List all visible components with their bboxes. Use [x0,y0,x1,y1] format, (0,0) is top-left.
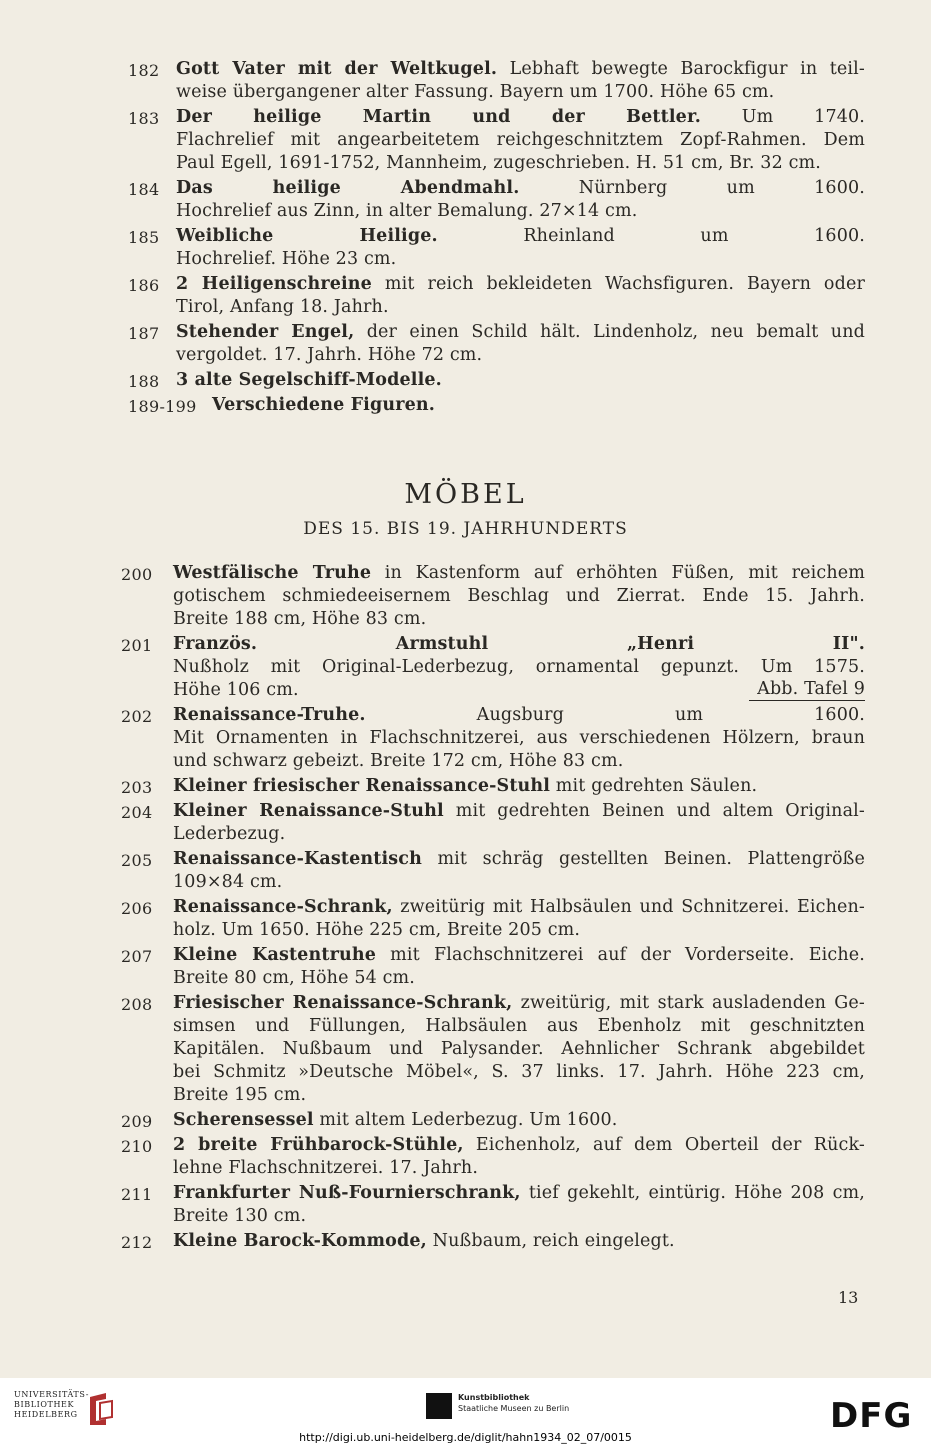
entry-description: Rheinland um 1600. [437,226,866,246]
entry-text-line [176,58,865,81]
entry-text-line [173,919,865,942]
entry-text-line [176,152,865,175]
entry-text-line [173,967,865,990]
entry-text-line [176,296,865,319]
entry-number: 208 [121,995,153,1014]
entry-text-line [176,177,865,200]
entry-number: 206 [121,899,153,918]
entry-title: Kleiner friesischer Renaissance-Stuhl [173,776,551,796]
entry-description: Mit Ornamenten in Flachschnitzerei, aus verschiedenen Hölzern, braun [173,728,865,748]
entry-text-line [173,1038,865,1061]
entry-title: Der heilige Martin und der Bettler. [176,107,701,127]
entry-text-line [173,848,865,871]
entry-text-line [173,896,865,919]
catalog-entry [0,775,931,798]
entry-description: mit reich bekleideten Wachsfiguren. Bayern oder [371,274,865,294]
entry-text-line [173,679,865,702]
entry-number: 211 [121,1185,153,1204]
entry-text-line [173,1205,865,1228]
entry-text-line [176,344,865,367]
university-line: UNIVERSITÄTS- [14,1390,90,1399]
catalog-entry [0,1230,931,1253]
entry-description: lehne Flachschnitzerei. 17. Jahrh. [173,1158,479,1178]
catalog-entry [0,800,931,846]
entry-description: Um 1740. [700,107,866,127]
section-heading [0,480,931,540]
catalog-entry [0,1109,931,1132]
catalog-entry [0,177,931,223]
page-number: 13 [838,1288,859,1307]
entry-text-line [176,81,865,104]
entry-title: Stehender Engel, [176,322,355,342]
entry-number: 201 [121,636,153,655]
entry-text-line [173,656,865,679]
catalog-entry [0,369,931,392]
entry-text-line [173,992,865,1015]
entry-text-line [173,800,865,823]
entry-text-line [176,129,865,152]
entry-description: mit gedrehten Säulen. [550,776,758,796]
entry-description: Flachrelief mit angearbeitetem reichgeschnitztem Zopf-Rahmen. Dem [176,130,865,150]
entry-title: Westfälische Truhe [173,563,372,583]
plate-reference: Abb. Tafel 9 [749,679,865,701]
entry-title: Frankfurter Nuß-Fournierschrank, [173,1183,521,1203]
catalog-entry [0,394,931,417]
entry-number: 184 [128,180,160,199]
entry-description: mit gedrehten Beinen und altem Original- [443,801,865,821]
entry-description: vergoldet. 17. Jahrh. Höhe 72 cm. [176,345,483,365]
entry-title: Renaissance-Kastentisch [173,849,422,869]
entry-text-line [173,944,865,967]
university-logo-icon [86,1391,114,1427]
entry-number: 187 [128,324,160,343]
entry-description: zweitürig, mit stark ausladenden Ge- [512,993,866,1013]
catalog-entry [0,1182,931,1228]
entry-title: Renaissance-Schrank, [173,897,393,917]
entry-text-line [173,1084,865,1107]
entry-description: mit schräg gestellten Beinen. Plattengröße [421,849,865,869]
entry-description: Nußholz mit Original-Lederbezug, ornamental gepunzt. Um 1575. [173,657,865,677]
entry-text-line [173,1230,865,1253]
entry-number: 202 [121,707,153,726]
entry-text-line [173,562,865,585]
entry-description: Lederbezug. [173,824,286,844]
catalog-entry [0,704,931,773]
entry-text-line [173,585,865,608]
entry-number: 186 [128,276,160,295]
catalog-entry [0,58,931,104]
entry-text-line [176,225,865,248]
catalog-entry [0,848,931,894]
entry-description: Breite 130 cm. [173,1206,307,1226]
catalog-entry [0,321,931,367]
entry-title: Verschiedene Figuren. [212,395,436,415]
university-library-label [14,1390,89,1420]
footer-bar [0,1378,931,1447]
entry-text-line [176,273,865,296]
entry-description: und schwarz gebeizt. Breite 172 cm, Höhe 83 cm. [173,751,624,771]
entry-description: Kapitälen. Nußbaum und Palysander. Aehnlicher Schrank abgebildet [173,1039,865,1059]
entry-number: 209 [121,1112,153,1131]
entry-description: Breite 80 cm, Höhe 54 cm. [173,968,416,988]
entry-text-line [173,633,865,656]
entry-description: Nürnberg um 1600. [519,178,865,198]
entry-text-line [173,1109,865,1132]
entry-description: Eichenholz, auf dem Oberteil der Rück- [463,1135,865,1155]
entry-text-line [173,1157,865,1180]
kunst-line: Staatliche Museen zu Berlin [458,1404,570,1413]
entry-description: Breite 195 cm. [173,1085,307,1105]
university-line: HEIDELBERG [14,1410,78,1419]
entry-description: mit altem Lederbezug. Um 1600. [313,1110,618,1130]
entry-description: Paul Egell, 1691-1752, Mannheim, zugeschrieben. H. 51 cm, Br. 32 cm. [176,153,821,173]
catalog-entry [0,562,931,631]
kunstbibliothek-logo-icon [426,1393,452,1419]
entry-description: 109×84 cm. [173,872,283,892]
catalog-entry [0,1134,931,1180]
entry-number: 189-199 [128,397,197,416]
catalog-entry [0,273,931,319]
catalog-entry [0,106,931,175]
entry-description: Höhe 106 cm. [173,680,299,700]
entry-description: Tirol, Anfang 18. Jahrh. [176,297,389,317]
entry-number: 188 [128,372,160,391]
catalog-entry [0,944,931,990]
entry-title: Weibliche Heilige. [176,226,438,246]
entry-number: 203 [121,778,153,797]
entry-description: Hochrelief aus Zinn, in alter Bemalung. 27×14 cm. [176,201,638,221]
catalog-entry [0,896,931,942]
entry-text-line [176,321,865,344]
entry-text-line [173,1015,865,1038]
kunstbibliothek-label [458,1392,569,1414]
catalog-entry [0,225,931,271]
entry-title: Kleine Barock-Kommode, [173,1231,427,1251]
section-title: MÖBEL [404,479,527,510]
entry-title: Das heilige Abendmahl. [176,178,520,198]
entry-description: der einen Schild hält. Lindenholz, neu bemalt und [354,322,865,342]
entry-text-line [173,704,865,727]
entry-text-line [173,1061,865,1084]
entry-description: bei Schmitz »Deutsche Möbel«, S. 37 links. 17. Jahrh. Höhe 223 cm, [173,1062,865,1082]
entry-description: Breite 188 cm, Höhe 83 cm. [173,609,427,629]
entry-text-line [173,871,865,894]
entry-text-line [173,750,865,773]
entry-number: 210 [121,1137,153,1156]
entry-description: tief gekehlt, eintürig. Höhe 208 cm, [520,1183,865,1203]
entry-number: 200 [121,565,153,584]
entry-description: Augsburg um 1600. [365,705,865,725]
entry-title: 2 breite Frühbarock-Stühle, [173,1135,464,1155]
entry-title: 2 Heiligenschreine [176,274,372,294]
entry-title: Französ. Armstuhl „Henri II". [173,634,865,654]
entry-number: 183 [128,109,160,128]
entry-description: zweitürig mit Halbsäulen und Schnitzerei. Eichen- [392,897,865,917]
catalog-entry [0,992,931,1107]
university-line: BIBLIOTHEK [14,1400,75,1409]
entry-title: 3 alte Segelschiff-Modelle. [176,370,442,390]
entry-title: Renaissance-Truhe. [173,705,366,725]
entry-text-line [173,775,865,798]
entry-text-line [173,727,865,750]
entry-number: 185 [128,228,160,247]
entry-title: Gott Vater mit der Weltkugel. [176,59,498,79]
entry-description: gotischem schmiedeeisernem Beschlag und Zierrat. Ende 15. Jahrh. [173,586,865,606]
entry-description: in Kastenform auf erhöhten Füßen, mit reichem [371,563,865,583]
entry-description: simsen und Füllungen, Halbsäulen aus Ebenholz mit geschnitzten [173,1016,865,1036]
entry-text-line [176,248,865,271]
entry-description: weise übergangener alter Fassung. Bayern um 1700. Höhe 65 cm. [176,82,775,102]
kunst-line: Kunstbibliothek [458,1393,530,1402]
entry-title: Kleiner Renaissance-Stuhl [173,801,444,821]
entry-title: Scherensessel [173,1110,314,1130]
section-subtitle: DES 15. BIS 19. JAHRHUNDERTS [303,519,628,539]
entry-description: Lebhaft bewegte Barockfigur in teil- [497,59,865,79]
entry-text-line [212,394,865,417]
entry-text-line [173,823,865,846]
dfg-logo: DFG [830,1396,913,1436]
entry-text-line [176,200,865,223]
entry-title: Kleine Kastentruhe [173,945,376,965]
entry-description: mit Flachschnitzerei auf der Vorderseite. Eiche. [375,945,865,965]
entry-number: 207 [121,947,153,966]
source-url: http://digi.ub.uni-heidelberg.de/diglit/hahn1934_02_07/0015 [299,1431,632,1444]
entry-description: holz. Um 1650. Höhe 225 cm, Breite 205 cm. [173,920,581,940]
entry-text-line [176,369,865,392]
entry-number: 182 [128,61,160,80]
catalog-entry [0,633,931,702]
entry-text-line [173,1182,865,1205]
entry-number: 205 [121,851,153,870]
entry-text-line [173,608,865,631]
entry-number: 212 [121,1233,153,1252]
entry-title: Friesischer Renaissance-Schrank, [173,993,513,1013]
entry-text-line [173,1134,865,1157]
entry-description: Nußbaum, reich eingelegt. [426,1231,675,1251]
entry-description: Hochrelief. Höhe 23 cm. [176,249,397,269]
entry-number: 204 [121,803,153,822]
entry-text-line [176,106,865,129]
